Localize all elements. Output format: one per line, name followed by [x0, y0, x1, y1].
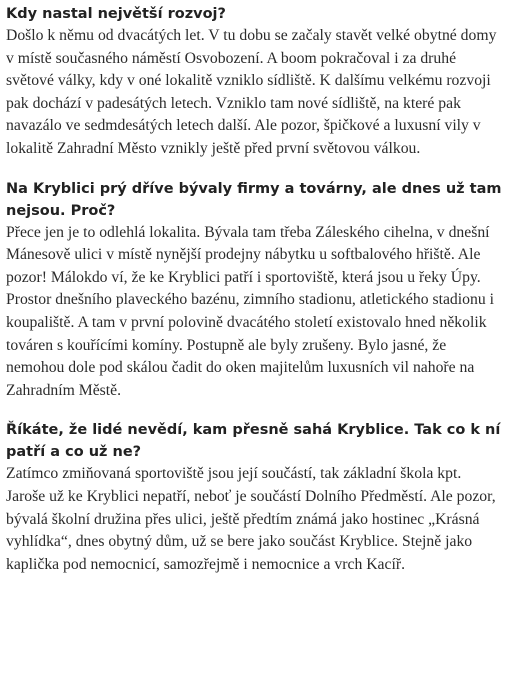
question-heading: Na Kryblici prý dříve bývaly firmy a továrny, ale dnes už tam nejsou. Proč?: [6, 180, 502, 219]
question-heading: Kdy nastal největší rozvoj?: [6, 6, 226, 22]
qa-section-1: [6, 3, 504, 161]
answer-paragraph: Došlo k němu od dvacátých let. V tu dobu se začaly stavět velké obytné domy v místě současného náměstí Osvobození. A boom pokračoval i za druhé světové války, kdy v oné lokalitě vzniklo sídliště. K dalšímu velkému rozvoji pak dochází v padesátých letech. Vzniklo tam nové sídliště, na které pak navazálo ve sedmdesátých letech další. Ale pozor, špičkové a luxusní vily v lokalitě Zahradní Město vznikly ještě před první světovou válkou.: [6, 27, 497, 157]
qa-section-3: [6, 419, 504, 576]
qa-section-2: [6, 178, 504, 403]
answer-paragraph: Přece jen je to odlehlá lokalita. Bývala tam třeba Záleského cihelna, v dnešní Mánesově ulici v místě nynější prodejny nábytku u softbalového hřiště. Ale pozor! Málokdo ví, že ke Kryblici patří i sportoviště, která jsou u řeky Úpy. Prostor dnešního plaveckého bazénu, zimního stadionu, atletického stadionu i koupaliště. A tam v první polovině dvacátého století existovalo hned několik továren s kouřícími komíny. Postupně ale byly zrušeny. Bylo jasné, že nemohou dole pod skálou čadit do oken majitelům luxusních vil nahoře na Zahradním Městě.: [6, 223, 494, 399]
question-heading: Říkáte, že lidé nevědí, kam přesně sahá Kryblice. Tak co k ní patří a co už ne?: [6, 422, 501, 461]
article-body: [6, 3, 504, 593]
answer-paragraph: Zatímco zmiňovaná sportoviště jsou její součástí, tak základní škola kpt. Jaroše už ke Kryblici nepatří, neboť je součástí Dolního Předměstí. Ale pozor, bývalá školní družina přes ulici, ještě předtím známá jako hostinec „Krásná vyhlídka“, dnes obytný dům, už se bere jako součást Kryblice. Stejně jako kaplička pod nemocnicí, samozřejmě i nemocnice a vrch Kacíř.: [6, 465, 496, 573]
